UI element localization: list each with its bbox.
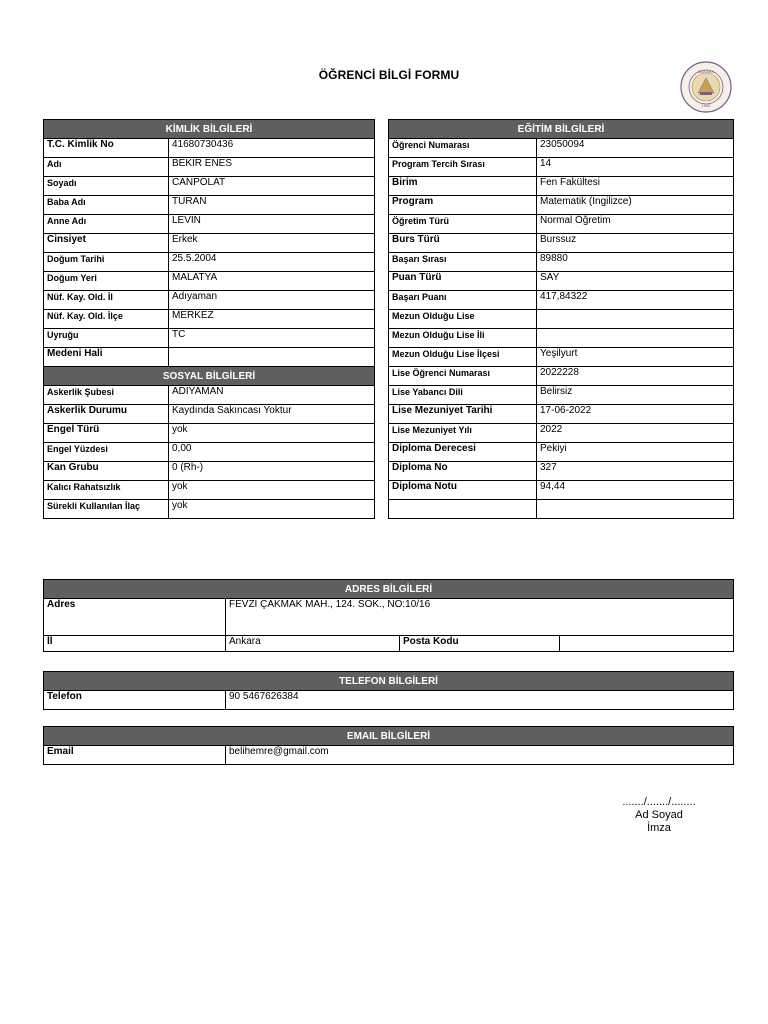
table-row (44, 158, 375, 177)
field-label: Soyadı (44, 177, 169, 196)
field-label: Mezun Olduğu Lise İlçesi (389, 348, 537, 367)
signature-block (600, 796, 718, 835)
table-row (389, 196, 734, 215)
field-value: TURAN (169, 196, 375, 215)
field-value (537, 329, 734, 348)
egitim-table (388, 119, 734, 519)
table-row (389, 215, 734, 234)
posta-kodu-label: Posta Kodu (400, 636, 560, 652)
field-value: Burssuz (537, 234, 734, 253)
table-row (44, 234, 375, 253)
field-label: Askerlik Durumu (44, 405, 169, 424)
table-row (44, 196, 375, 215)
field-value: Adıyaman (169, 291, 375, 310)
field-label: Nüf. Kay. Old. İl (44, 291, 169, 310)
field-label: Doğum Tarihi (44, 253, 169, 272)
field-label: Baba Adı (44, 196, 169, 215)
field-label: Diploma Notu (389, 481, 537, 500)
table-row (389, 443, 734, 462)
field-value: 94,44 (537, 481, 734, 500)
field-label: Lise Mezuniyet Tarihi (389, 405, 537, 424)
table-row (389, 291, 734, 310)
field-label: T.C. Kimlik No (44, 139, 169, 158)
table-row (389, 386, 734, 405)
university-seal-icon (680, 61, 732, 113)
table-row (44, 348, 375, 367)
field-value: 23050094 (537, 139, 734, 158)
field-value (169, 348, 375, 367)
table-row (389, 405, 734, 424)
table-row (389, 310, 734, 329)
email-header: EMAIL BİLGİLERİ (44, 727, 734, 746)
field-label: Kan Grubu (44, 462, 169, 481)
table-row (389, 424, 734, 443)
field-value: 25.5.2004 (169, 253, 375, 272)
field-label (389, 500, 537, 519)
field-label: Anne Adı (44, 215, 169, 234)
telefon-header: TELEFON BİLGİLERİ (44, 672, 734, 691)
telefon-value: 90 5467626384 (226, 691, 734, 710)
table-row (389, 348, 734, 367)
field-label: Engel Türü (44, 424, 169, 443)
field-label: Diploma Derecesi (389, 443, 537, 462)
field-label: Engel Yüzdesi (44, 443, 169, 462)
field-value: Pekiyi (537, 443, 734, 462)
field-label: Öğrenci Numarası (389, 139, 537, 158)
field-label: Lise Yabancı Dili (389, 386, 537, 405)
field-label: Sürekli Kullanılan İlaç (44, 500, 169, 519)
field-label: Program Tercih Sırası (389, 158, 537, 177)
table-row (389, 367, 734, 386)
field-label: Lise Öğrenci Numarası (389, 367, 537, 386)
field-value: 0,00 (169, 443, 375, 462)
field-label: Doğum Yeri (44, 272, 169, 291)
field-value: MERKEZ (169, 310, 375, 329)
field-label: Program (389, 196, 537, 215)
il-value: Ankara (226, 636, 400, 652)
field-value: Belirsiz (537, 386, 734, 405)
posta-kodu-value (560, 636, 734, 652)
field-value: 0 (Rh-) (169, 462, 375, 481)
field-label: Burs Türü (389, 234, 537, 253)
table-row (389, 500, 734, 519)
field-value: TC (169, 329, 375, 348)
field-label: Mezun Olduğu Lise (389, 310, 537, 329)
section-header: KİMLİK BİLGİLERİ (44, 120, 375, 139)
field-label: Nüf. Kay. Old. İlçe (44, 310, 169, 329)
signature-sign-line: İmza (647, 822, 671, 834)
table-row (389, 253, 734, 272)
table-row (44, 272, 375, 291)
field-value: 41680730436 (169, 139, 375, 158)
field-value: 417,84322 (537, 291, 734, 310)
field-value: BEKİR ENES (169, 158, 375, 177)
table-row (389, 234, 734, 253)
field-label: Diploma No (389, 462, 537, 481)
field-value: 14 (537, 158, 734, 177)
field-label: Başarı Sırası (389, 253, 537, 272)
telefon-label: Telefon (44, 691, 226, 710)
field-value: 17-06-2022 (537, 405, 734, 424)
field-value: LEVİN (169, 215, 375, 234)
kimlik-sosyal-table (43, 119, 375, 519)
adres-label: Adres (44, 599, 226, 636)
table-row (389, 462, 734, 481)
field-value: yok (169, 481, 375, 500)
field-value: Normal Öğretim (537, 215, 734, 234)
field-value: Yeşilyurt (537, 348, 734, 367)
table-row (44, 405, 375, 424)
table-row (44, 139, 375, 158)
field-value: 89880 (537, 253, 734, 272)
field-value: Fen Fakültesi (537, 177, 734, 196)
field-label: Medeni Hali (44, 348, 169, 367)
email-label: Email (44, 746, 226, 765)
field-label: Adı (44, 158, 169, 177)
table-row (44, 500, 375, 519)
email-table (43, 726, 734, 765)
field-value: SAY (537, 272, 734, 291)
table-row (44, 462, 375, 481)
table-row (44, 443, 375, 462)
table-row (389, 272, 734, 291)
field-value: MALATYA (169, 272, 375, 291)
field-value: Matematik (İngilizce) (537, 196, 734, 215)
il-label: İl (44, 636, 226, 652)
adres-value: FEVZİ ÇAKMAK MAH., 124. SOK., NO:10/16 (226, 599, 734, 636)
field-value: yok (169, 424, 375, 443)
table-row (44, 424, 375, 443)
field-value: 327 (537, 462, 734, 481)
table-row (389, 329, 734, 348)
table-row (389, 139, 734, 158)
field-label: Başarı Puanı (389, 291, 537, 310)
field-value: 2022228 (537, 367, 734, 386)
table-row (44, 329, 375, 348)
field-value: CANPOLAT (169, 177, 375, 196)
adres-table (43, 579, 734, 652)
field-value (537, 310, 734, 329)
table-row (44, 215, 375, 234)
table-row (44, 386, 375, 405)
signature-name-line: Ad Soyad (635, 809, 683, 821)
telefon-table (43, 671, 734, 710)
field-label: Askerlik Şubesi (44, 386, 169, 405)
field-label: Puan Türü (389, 272, 537, 291)
signature-date-line: ......./......./........ (622, 796, 696, 808)
table-row (44, 481, 375, 500)
table-row (44, 177, 375, 196)
field-label: Öğretim Türü (389, 215, 537, 234)
field-label: Lise Mezuniyet Yılı (389, 424, 537, 443)
table-row (389, 177, 734, 196)
form-title: ÖĞRENCİ BİLGİ FORMU (318, 68, 460, 82)
table-row (44, 291, 375, 310)
field-label: Birim (389, 177, 537, 196)
field-value: 2022 (537, 424, 734, 443)
field-value: Kaydında Sakıncası Yoktur (169, 405, 375, 424)
field-value: yok (169, 500, 375, 519)
field-label: Cinsiyet (44, 234, 169, 253)
email-value: belihemre@gmail.com (226, 746, 734, 765)
table-row (44, 310, 375, 329)
table-row (389, 158, 734, 177)
field-label: Uyruğu (44, 329, 169, 348)
field-value: ADIYAMAN (169, 386, 375, 405)
section-header: SOSYAL BİLGİLERİ (44, 367, 375, 386)
table-row (389, 481, 734, 500)
svg-text:1946: 1946 (701, 103, 711, 108)
adres-header: ADRES BİLGİLERİ (44, 580, 734, 599)
field-label: Mezun Olduğu Lise İli (389, 329, 537, 348)
field-value (537, 500, 734, 519)
svg-text:ANKARA: ANKARA (697, 69, 715, 74)
field-label: Kalıcı Rahatsızlık (44, 481, 169, 500)
field-value: Erkek (169, 234, 375, 253)
section-header: EĞİTİM BİLGİLERİ (389, 120, 734, 139)
table-row (44, 253, 375, 272)
